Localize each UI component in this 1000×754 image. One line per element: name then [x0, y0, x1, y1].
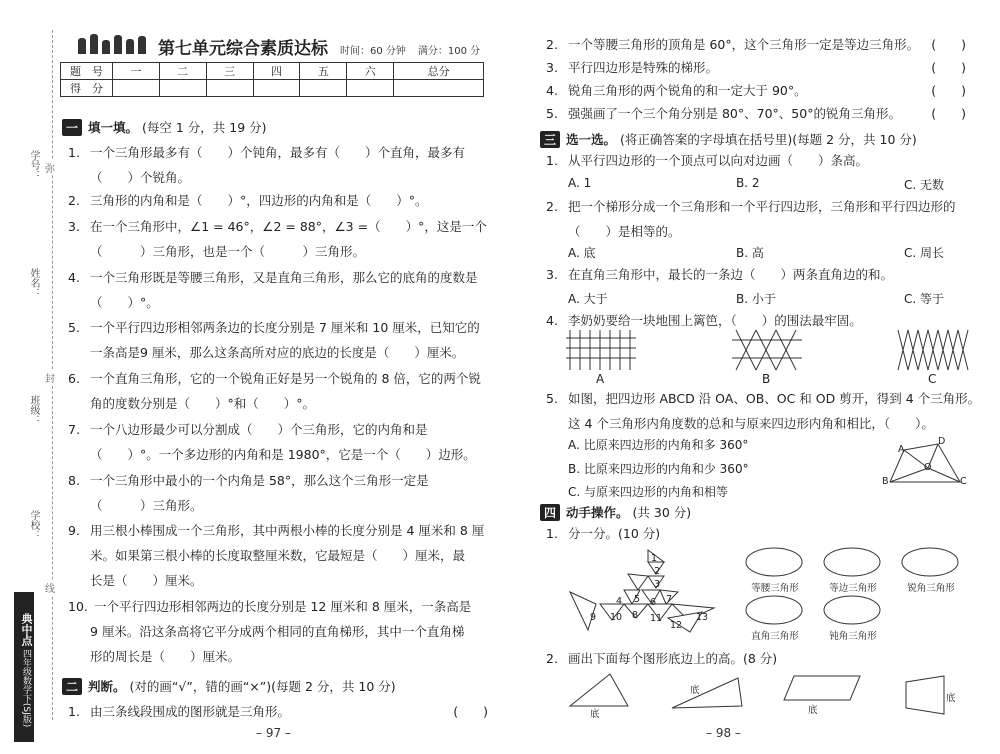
piece-number: 1: [651, 553, 658, 564]
answer-paren[interactable]: ( ): [931, 60, 966, 75]
answer-paren[interactable]: ( ): [931, 37, 966, 52]
judge-question-5: [546, 101, 966, 126]
base-label: 底: [590, 709, 600, 720]
option-a[interactable]: A. 1: [568, 176, 592, 190]
question-number: 1.: [546, 526, 558, 541]
question-line: 用三根小棒围成一个三角形，其中两根小棒的长度分别是 4 厘米和 8 厘: [90, 523, 485, 538]
fill-question-3: [68, 214, 488, 264]
question-line: 平行四边形是特殊的梯形。: [568, 60, 719, 75]
question-line: 一个直角三角形，它的一个锐角正好是另一个锐角的 8 倍，它的两个锐: [90, 371, 481, 386]
fill-question-9: [68, 518, 488, 593]
full-score: 满分：100 分: [417, 46, 481, 57]
score-cell: 总分: [394, 63, 484, 80]
brand-subject: 四年级数学下(SJ版): [21, 648, 31, 728]
score-cell: 四: [253, 63, 300, 80]
page-title: 第七单元综合素质达标: [158, 39, 328, 59]
question-line: 米。如果第三根小棒的长度取整厘米数，它最短是（ ）厘米，最: [90, 548, 466, 563]
question-line: 如图，把四边形 ABCD 沿 OA、OB、OC 和 OD 剪开，得到 4 个三角形。: [568, 391, 981, 406]
question-number: 7.: [68, 422, 80, 437]
option-a[interactable]: A. 比原来四边形的内角和多 360°: [568, 438, 749, 452]
question-line: 一条高是9 厘米，那么这条高所对应的底边的长度是（ ）厘米。: [90, 345, 465, 360]
section-badge: 一: [62, 119, 82, 136]
fill-question-5: [68, 315, 488, 365]
score-table-score-row: [61, 80, 484, 97]
option-c[interactable]: C. 周长: [904, 246, 945, 260]
piece-number: 13: [696, 612, 709, 623]
option-a[interactable]: A. 底: [568, 246, 596, 260]
piece-number: 9: [590, 612, 597, 623]
question-number: 1.: [546, 153, 558, 168]
question-line: 角的度数分别是（ ）°和（ ）°。: [90, 396, 316, 411]
score-input-cell[interactable]: [159, 80, 206, 97]
vertex-label: C: [960, 476, 967, 487]
fill-question-1: [68, 140, 488, 190]
vertex-label: B: [882, 476, 889, 487]
name-label: 姓名：: [28, 268, 39, 298]
triangle-shape-1: [570, 672, 630, 708]
question-number: 10.: [68, 599, 88, 614]
piece-number: 10: [610, 612, 623, 623]
question-line: 9 厘米。沿这条高将它平分成两个相同的直角梯形，其中一个直角梯: [90, 624, 465, 639]
score-cell: 二: [159, 63, 206, 80]
question-line: 长是（ ）厘米。: [90, 573, 203, 588]
vertex-label: A: [898, 444, 905, 455]
question-number: 6.: [68, 371, 80, 386]
operation-question-2: [546, 646, 966, 671]
question-number: 4.: [68, 270, 80, 285]
question-line: 一个三角形既是等腰三角形，又是直角三角形，那么它的底角的度数是: [90, 270, 478, 285]
question-line: 一个三角形最多有（ ）个钝角，最多有（ ）个直角，最多有: [90, 145, 466, 160]
section-title: 选一选。: [566, 132, 617, 147]
trapezoid-shape: [904, 676, 946, 716]
fill-question-8: [68, 468, 488, 518]
choice-question-1: [546, 148, 976, 173]
brand-strip: [14, 592, 34, 742]
question-line: 分一分。(10 分): [568, 526, 661, 541]
question-line: （ ）°。: [90, 295, 159, 310]
question-number: 4.: [546, 83, 558, 98]
question-line: 由三条线段围成的图形就是三角形。: [90, 704, 291, 719]
judge-question-3: [546, 55, 966, 80]
option-b[interactable]: B. 小于: [736, 292, 776, 306]
option-c[interactable]: C. 无数: [904, 178, 945, 192]
question-line: （ ）三角形。: [90, 498, 203, 513]
question-line: 强强画了一个三个角分别是 80°、70°、50°的锐角三角形。: [568, 106, 901, 121]
acute-oval-label: 锐角三角形: [907, 583, 955, 594]
question-number: 2.: [546, 199, 558, 214]
choice-question-3: [546, 262, 976, 287]
piece-number: 3: [654, 579, 661, 590]
time-limit: 时间：60 分钟: [340, 46, 406, 57]
question-line: 在直角三角形中，最长的一条边（ ）两条直角边的和。: [568, 267, 894, 282]
fill-question-6: [68, 366, 488, 416]
page-number-right: – 98 –: [706, 726, 741, 740]
question-number: 5.: [546, 391, 558, 406]
seal-mark-3: 线: [45, 580, 55, 595]
judge-question-1: [68, 699, 488, 724]
score-input-cell[interactable]: [300, 80, 347, 97]
fence-diamond-figure: [898, 330, 968, 370]
option-b[interactable]: B. 比原来四边形的内角和少 360°: [568, 462, 749, 476]
score-cell: 六: [347, 63, 394, 80]
question-number: 3.: [68, 219, 80, 234]
kids-illustration: [76, 32, 146, 54]
score-cell: 题 号: [61, 63, 113, 80]
piece-number: 7: [666, 594, 673, 605]
base-label: 底: [946, 693, 956, 704]
section-note: (对的画“√”，错的画“×”)(每题 2 分，共 10 分): [129, 679, 396, 694]
triangle-shape-2: [672, 676, 744, 710]
seal-mark-2: 封: [45, 370, 55, 385]
question-line: 一个平行四边形相邻两条边的长度分别是 7 厘米和 10 厘米，已知它的: [90, 320, 480, 335]
question-line: 一个三角形中最小的一个内角是 58°，那么这个三角形一定是: [90, 473, 429, 488]
school-label: 学校：: [28, 510, 39, 540]
piece-number: 12: [670, 620, 683, 631]
equilateral-oval-label: 等边三角形: [829, 583, 877, 594]
title-row: [76, 32, 480, 59]
section-title: 填一填。: [88, 120, 139, 135]
right-triangle-oval-label: 直角三角形: [751, 631, 799, 642]
question-number: 1.: [68, 704, 80, 719]
page-number-left: – 97 –: [256, 726, 291, 740]
section-note: (每空 1 分，共 19 分): [142, 120, 267, 135]
score-input-cell[interactable]: [394, 80, 484, 97]
operation-question-1: [546, 521, 966, 546]
option-c[interactable]: C. 与原来四边形的内角和相等: [568, 485, 729, 499]
question-line: （ ）是相等的。: [568, 224, 681, 239]
option-c[interactable]: C: [928, 372, 937, 386]
answer-paren[interactable]: ( ): [931, 106, 966, 121]
question-line: 从平行四边形的一个顶点可以向对边画（ ）条高。: [568, 153, 869, 168]
section-title: 判断。: [88, 679, 126, 694]
question-number: 5.: [546, 106, 558, 121]
score-table: [60, 62, 484, 97]
question-number: 2.: [68, 193, 80, 208]
question-number: 5.: [68, 320, 80, 335]
score-cell: 得 分: [61, 80, 113, 97]
score-input-cell[interactable]: [347, 80, 394, 97]
score-input-cell[interactable]: [206, 80, 253, 97]
question-line: （ ）三角形，也是一个（ ）三角形。: [90, 244, 366, 259]
fill-question-7: [68, 417, 488, 467]
section-badge: 二: [62, 678, 82, 695]
piece-number: 4: [616, 596, 623, 607]
answer-paren[interactable]: ( ): [453, 704, 488, 719]
fill-question-4: [68, 265, 488, 315]
section-1-header: [62, 118, 267, 136]
question-line: 在一个三角形中，∠1 = 46°，∠2 = 88°，∠3 =（ ）°，这是一个: [90, 219, 487, 234]
piece-number: 2: [654, 566, 661, 577]
option-b[interactable]: B: [762, 372, 771, 386]
score-table-header-row: [61, 63, 484, 80]
question-number: 9.: [68, 523, 80, 538]
piece-number: 8: [632, 610, 639, 621]
section-badge: 四: [540, 504, 560, 521]
question-line: 画出下面每个图形底边上的高。(8 分): [568, 651, 778, 666]
section-4-header: [540, 503, 691, 521]
answer-paren[interactable]: ( ): [931, 83, 966, 98]
piece-number: 11: [650, 613, 663, 624]
question-number: 3.: [546, 60, 558, 75]
question-line: 李奶奶要给一块地围上篱笆，（ ）的围法最牢固。: [568, 313, 862, 328]
brand-logo: 典中点: [20, 612, 33, 646]
question-line: （ ）个锐角。: [90, 170, 191, 185]
question-line: 形的周长是（ ）厘米。: [90, 649, 241, 664]
score-input-cell[interactable]: [113, 80, 160, 97]
section-title: 动手操作。: [566, 505, 629, 520]
score-input-cell[interactable]: [253, 80, 300, 97]
question-line: （ ）°。一个多边形的内角和是 1980°，它是一个（ ）边形。: [90, 447, 476, 462]
section-note: (共 30 分): [632, 505, 692, 520]
score-cell: 五: [300, 63, 347, 80]
vertex-label: D: [938, 436, 946, 447]
question-number: 2.: [546, 651, 558, 666]
piece-number: 6: [650, 597, 657, 608]
question-line: 三角形的内角和是（ ）°，四边形的内角和是（ ）°。: [90, 193, 428, 208]
question-line: 把一个梯形分成一个三角形和一个平行四边形，三角形和平行四边形的: [568, 199, 956, 214]
section-3-header: [540, 130, 917, 148]
class-label: 班级：: [28, 395, 39, 425]
choice-question-2: [546, 194, 976, 244]
option-c[interactable]: C. 等于: [904, 292, 945, 306]
question-number: 1.: [68, 145, 80, 160]
score-cell: 一: [113, 63, 160, 80]
fill-question-2: [68, 188, 488, 213]
parallelogram-shape: [784, 674, 862, 702]
section-badge: 三: [540, 131, 560, 148]
question-number: 3.: [546, 267, 558, 282]
student-number-label: 学号：: [28, 150, 39, 180]
option-a[interactable]: A. 大于: [568, 292, 608, 306]
question-number: 8.: [68, 473, 80, 488]
fence-cross-figure: [732, 330, 802, 370]
judge-question-2: [546, 32, 966, 57]
question-line: 这 4 个三角形内角度数的总和与原来四边形内角和相比，（ ）。: [568, 416, 934, 431]
question-line: 一个平行四边形相邻两边的长度分别是 12 厘米和 8 厘米，一条高是: [94, 599, 472, 614]
fill-question-10: [68, 594, 488, 669]
seal-mark-1: 弥: [45, 160, 55, 175]
base-label: 底: [808, 705, 818, 716]
option-b[interactable]: B. 高: [736, 246, 764, 260]
base-label: 底: [690, 685, 700, 696]
obtuse-oval-label: 钝角三角形: [829, 631, 877, 642]
question-line: 一个等腰三角形的顶角是 60°，这个三角形一定是等边三角形。: [568, 37, 920, 52]
vertex-label: O: [924, 462, 932, 473]
choice-question-5: [546, 386, 986, 436]
judge-question-4: [546, 78, 966, 103]
question-number: 2.: [546, 37, 558, 52]
question-line: 锐角三角形的两个锐角的和一定大于 90°。: [568, 83, 807, 98]
section-note: (将正确答案的字母填在括号里)(每题 2 分，共 10 分): [620, 132, 917, 147]
question-number: 4.: [546, 313, 558, 328]
isosceles-oval-label: 等腰三角形: [751, 583, 799, 594]
score-cell: 三: [206, 63, 253, 80]
question-line: 一个八边形最少可以分割成（ ）个三角形，它的内角和是: [90, 422, 428, 437]
option-a[interactable]: A: [596, 372, 605, 386]
piece-number: 5: [634, 594, 641, 605]
fence-grid-figure: [566, 330, 636, 370]
right-page: [500, 0, 1000, 754]
section-2-header: [62, 677, 396, 695]
option-b[interactable]: B. 2: [736, 176, 760, 190]
